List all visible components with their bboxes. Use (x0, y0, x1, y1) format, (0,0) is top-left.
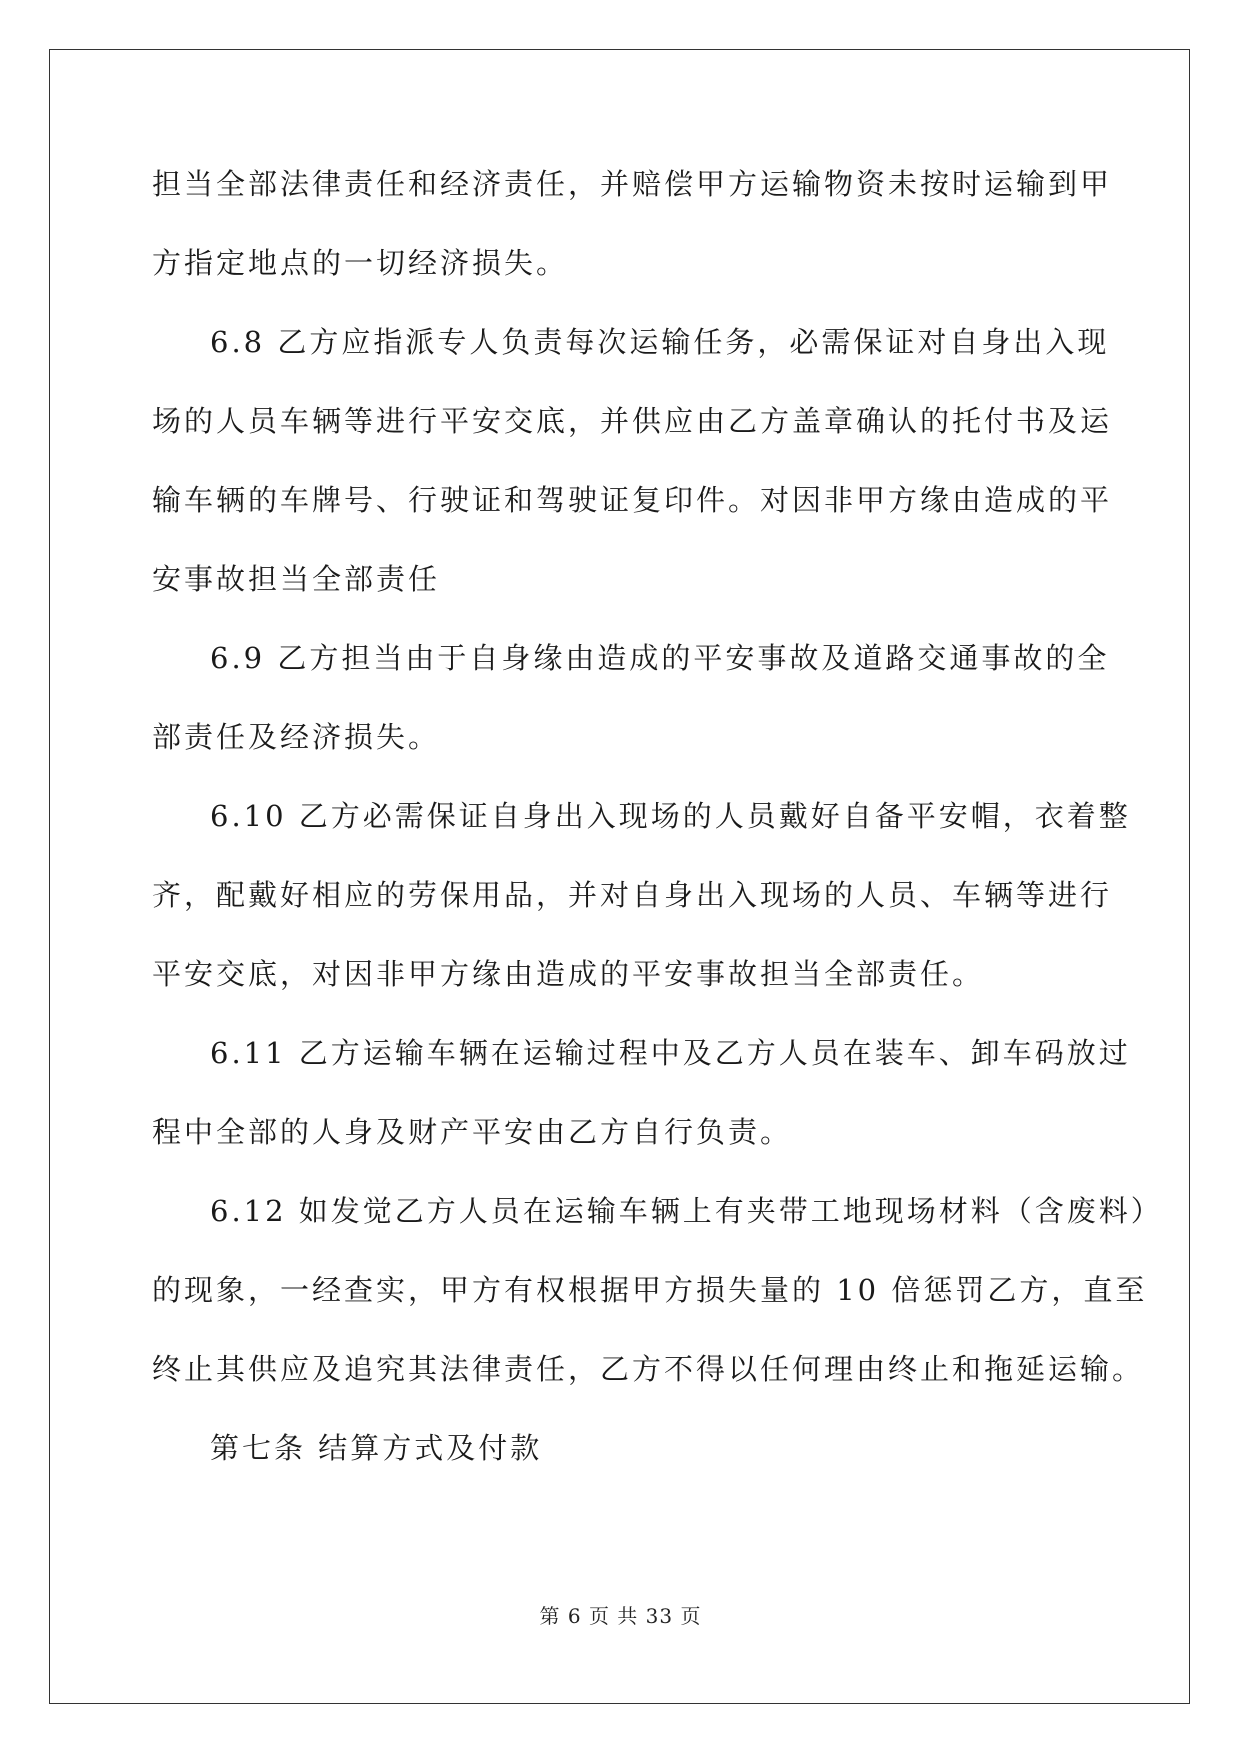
text-line: 程中全部的人身及财产平安由乙方自行负责。 (152, 1115, 793, 1149)
text-line: 齐，配戴好相应的劳保用品，并对自身出入现场的人员、车辆等进行 (152, 878, 1113, 912)
clause-6-9-line: 6.9 乙方担当由于自身缘由造成的平安事故及道路交通事故的全 (210, 641, 1110, 675)
clause-6-10-line: 6.10 乙方必需保证自身出入现场的人员戴好自备平安帽，衣着整 (210, 799, 1131, 833)
clause-6-11-line: 6.11 乙方运输车辆在运输过程中及乙方人员在装车、卸车码放过 (210, 1036, 1131, 1070)
document-body (152, 162, 1163, 1505)
clause-6-8-line: 6.8 乙方应指派专人负责每次运输任务，必需保证对自身出入现 (210, 325, 1110, 359)
text-line: 平安交底，对因非甲方缘由造成的平安事故担当全部责任。 (152, 957, 985, 991)
clause-6-12-line: 6.12 如发觉乙方人员在运输车辆上有夹带工地现场材料（含废料） (210, 1194, 1163, 1228)
article-7-heading: 第七条 结算方式及付款 (210, 1431, 543, 1465)
text-line: 方指定地点的一切经济损失。 (152, 246, 569, 280)
text-line: 担当全部法律责任和经济责任，并赔偿甲方运输物资未按时运输到甲 (152, 167, 1113, 201)
text-line: 部责任及经济损失。 (152, 720, 441, 754)
text-line: 输车辆的车牌号、行驶证和驾驶证复印件。对因非甲方缘由造成的平 (152, 483, 1113, 517)
text-line: 终止其供应及追究其法律责任，乙方不得以任何理由终止和拖延运输。 (152, 1352, 1145, 1386)
page-number-footer: 第 6 页 共 33 页 (539, 1604, 702, 1628)
text-line: 场的人员车辆等进行平安交底，并供应由乙方盖章确认的托付书及运 (152, 404, 1113, 438)
text-line: 的现象，一经查实，甲方有权根据甲方损失量的 10 倍惩罚乙方，直至 (152, 1273, 1148, 1307)
text-line: 安事故担当全部责任 (152, 562, 441, 596)
